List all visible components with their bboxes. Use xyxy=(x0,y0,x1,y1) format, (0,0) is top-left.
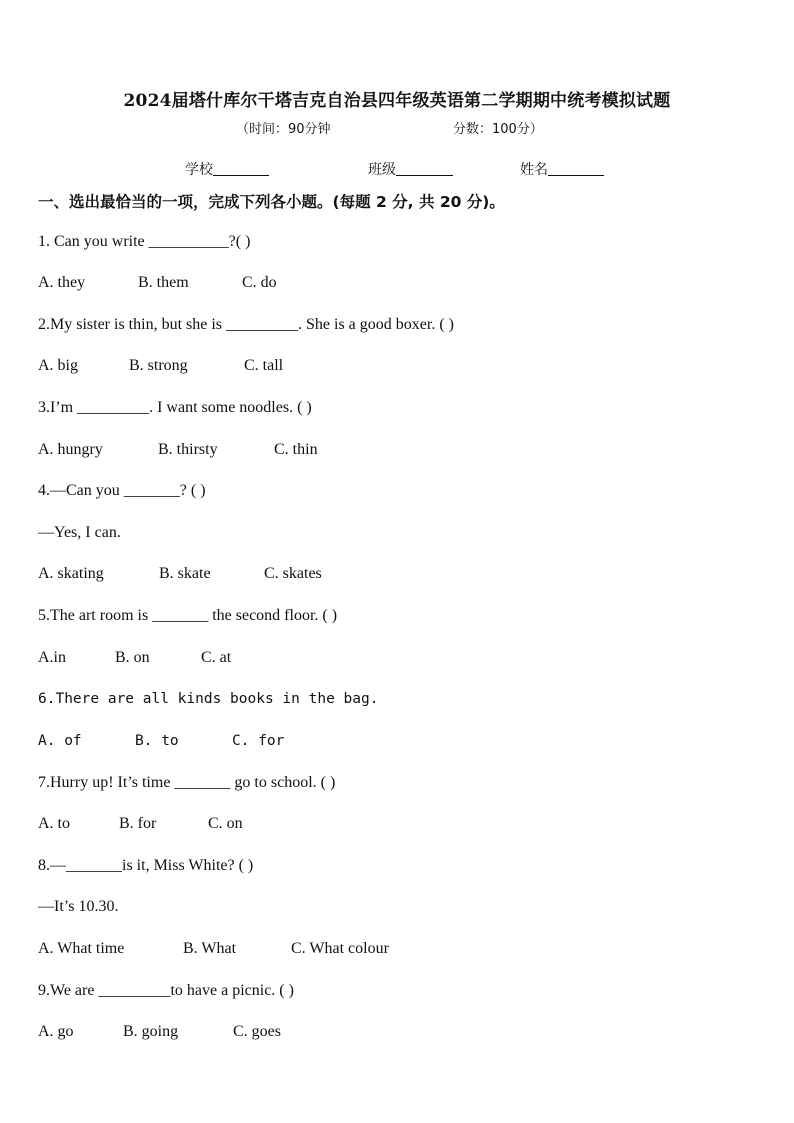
class-field xyxy=(368,159,453,179)
option-c[interactable]: C. goes xyxy=(233,1023,281,1040)
school-blank[interactable] xyxy=(213,161,269,176)
school-field xyxy=(185,159,269,179)
question-stem: 6.There are all kinds books in the bag. xyxy=(38,691,379,707)
exam-title: 2024届塔什库尔干塔吉克自治县四年级英语第二学期期中统考模拟试题 xyxy=(123,91,671,111)
class-label: 班级 xyxy=(368,162,396,178)
option-b[interactable]: B. for xyxy=(119,815,157,832)
exam-time: （时间：90分钟 xyxy=(236,122,331,137)
option-b[interactable]: B. thirsty xyxy=(158,441,218,458)
option-b[interactable]: B. strong xyxy=(129,357,188,374)
question-options xyxy=(38,940,389,958)
option-c[interactable]: C. What colour xyxy=(291,940,389,957)
option-a[interactable]: A. What time xyxy=(38,940,125,957)
option-c[interactable]: C. on xyxy=(208,815,243,832)
section-heading: 一、选出最恰当的一项，完成下列各小题。(每题 2 分, 共 20 分)。 xyxy=(38,193,505,211)
option-b[interactable]: B. What xyxy=(183,940,237,957)
option-b[interactable]: B. skate xyxy=(159,565,211,582)
question-stem: 3.I’m _________. I want some noodles. ( ) xyxy=(38,399,312,416)
option-a[interactable]: A. of xyxy=(38,733,82,749)
name-blank[interactable] xyxy=(548,161,604,176)
question-stem: 4.—Can you _______? ( ) xyxy=(38,482,206,499)
question-options xyxy=(38,649,231,667)
question-options xyxy=(38,274,277,292)
option-b[interactable]: B. going xyxy=(123,1023,179,1040)
class-blank[interactable] xyxy=(396,161,453,176)
question-stem: 8.—_______is it, Miss White? ( ) xyxy=(38,857,254,874)
option-a[interactable]: A. hungry xyxy=(38,441,103,458)
name-label: 姓名 xyxy=(520,162,548,178)
question-options xyxy=(38,733,284,749)
question-options xyxy=(38,815,243,833)
option-a[interactable]: A. big xyxy=(38,357,78,374)
option-c[interactable]: C. for xyxy=(232,733,285,749)
question-stem: 9.We are _________to have a picnic. ( ) xyxy=(38,982,294,999)
option-a[interactable]: A. to xyxy=(38,815,70,832)
option-a[interactable]: A.in xyxy=(38,649,66,666)
question-options xyxy=(38,357,283,375)
question-options xyxy=(38,565,322,583)
option-b[interactable]: B. to xyxy=(135,733,179,749)
name-field xyxy=(520,159,604,179)
question-reply: —Yes, I can. xyxy=(38,524,121,541)
exam-score: 分数：100分） xyxy=(453,122,543,137)
question-reply: —It’s 10.30. xyxy=(38,898,119,915)
option-c[interactable]: C. do xyxy=(242,274,277,291)
option-b[interactable]: B. them xyxy=(138,274,189,291)
option-c[interactable]: C. skates xyxy=(264,565,322,582)
option-a[interactable]: A. skating xyxy=(38,565,104,582)
option-c[interactable]: C. at xyxy=(201,649,232,666)
school-label: 学校 xyxy=(185,162,213,178)
question-stem: 5.The art room is _______ the second floor. ( ) xyxy=(38,607,338,624)
option-a[interactable]: A. they xyxy=(38,274,86,291)
question-stem: 1. Can you write __________?( ) xyxy=(38,233,251,250)
option-c[interactable]: C. tall xyxy=(244,357,284,374)
question-stem: 2.My sister is thin, but she is _________. She is a good boxer. ( ) xyxy=(38,316,454,333)
question-options xyxy=(38,1023,281,1041)
option-a[interactable]: A. go xyxy=(38,1023,74,1040)
option-c[interactable]: C. thin xyxy=(274,441,318,458)
option-b[interactable]: B. on xyxy=(115,649,150,666)
question-stem: 7.Hurry up! It’s time _______ go to school. ( ) xyxy=(38,774,336,791)
question-options xyxy=(38,441,318,459)
